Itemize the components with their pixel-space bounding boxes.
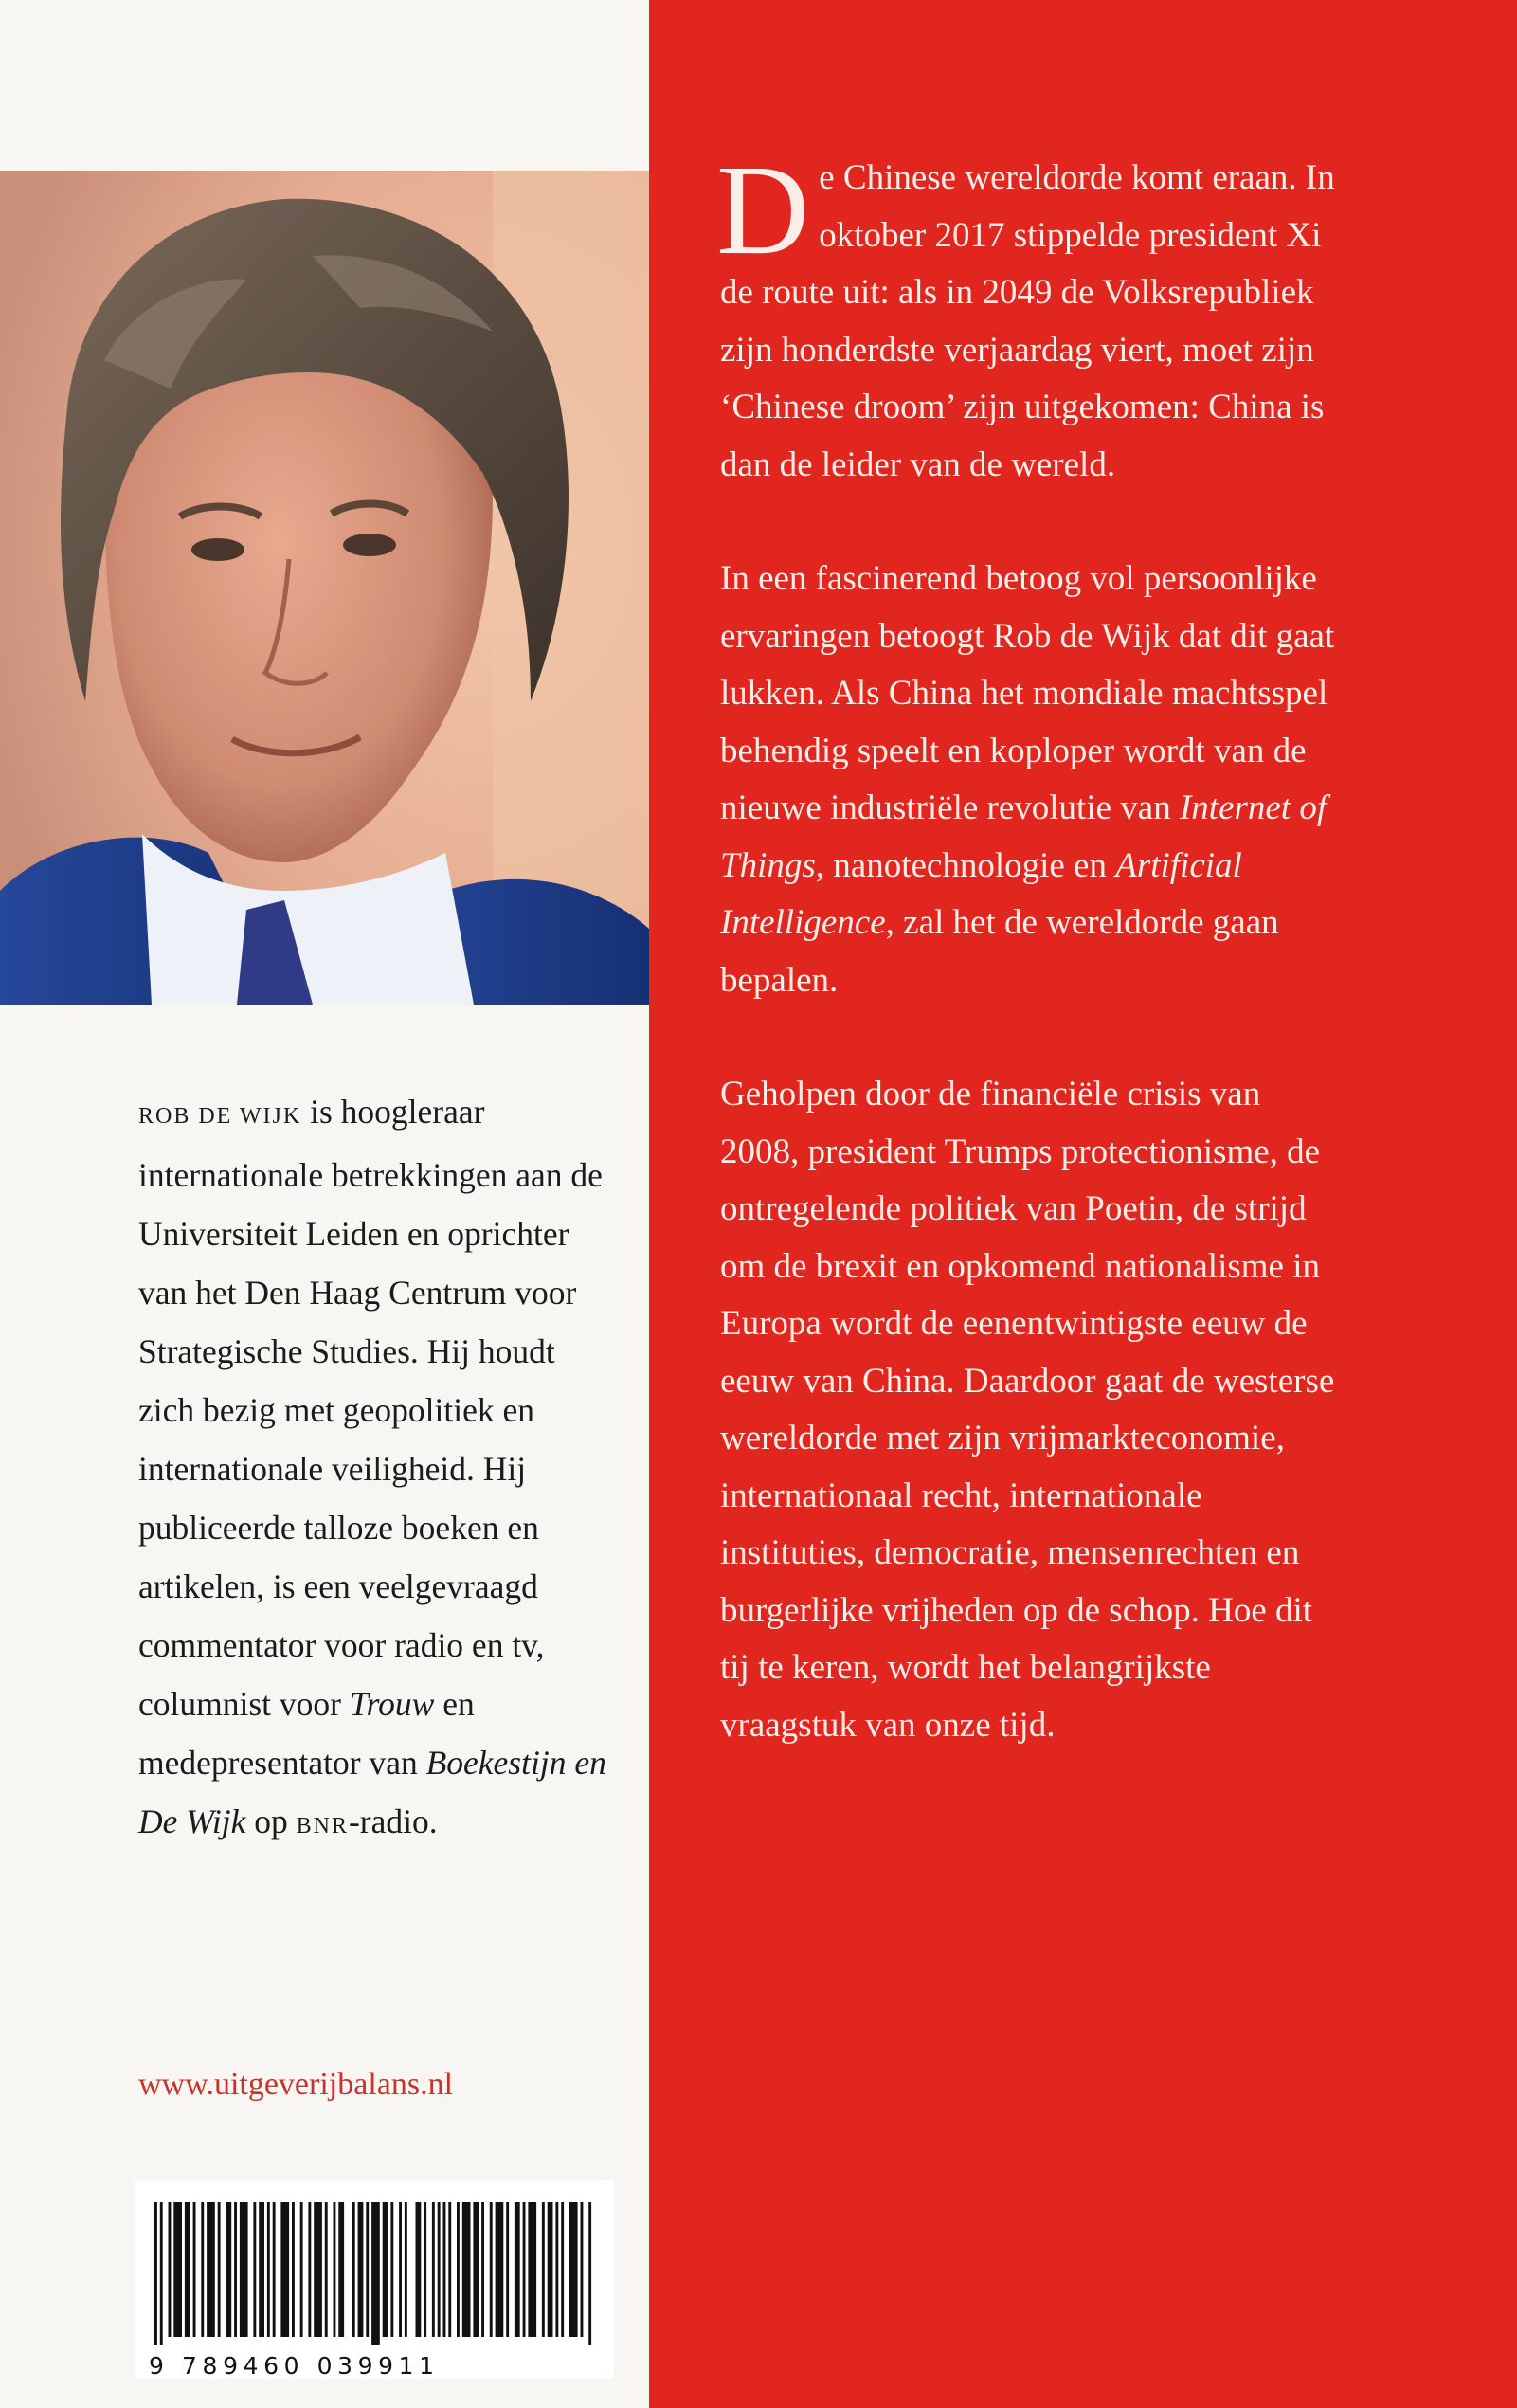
barcode-bar — [424, 2202, 426, 2337]
blurb-p1-text: e Chinese wereldorde komt eraan. In oktober 2017 stippelde president Xi de route uit: als in 2049 de Volksrepubliek zijn honderdste verjaardag viert, moet zijn ‘Chinese droom’ zijn uitgekomen: China is dan de leider van de wereld. — [720, 158, 1335, 484]
barcode-bar — [154, 2202, 157, 2345]
barcode-bar — [358, 2202, 364, 2337]
blurb-p2-em1: Internet of Things — [720, 788, 1327, 885]
barcode-bar — [405, 2202, 407, 2337]
barcode-bar — [473, 2202, 479, 2337]
barcode-bar — [432, 2202, 435, 2337]
bio-text-2: en medepresentator van — [138, 1685, 475, 1782]
barcode-bar — [383, 2202, 388, 2337]
bio-trouw: Trouw — [349, 1685, 435, 1723]
barcode-bar — [506, 2202, 509, 2337]
bio-text-1: is hoogleraar internationale betrekkingen aan de Universiteit Leiden en oprichter van het Den Haag Centrum voor Strategische Studies. Hij houdt zich bezig met geopolitiek en internationale veiligheid. Hij publiceerde talloze boeken en artikelen, is een veelgevraagd commentator voor radio en tv, columnist voor — [138, 1093, 603, 1723]
barcode-bar — [338, 2202, 344, 2337]
bio-bnr: BNR — [296, 1814, 349, 1838]
barcode-bar — [226, 2202, 231, 2337]
blurb-paragraph-3 — [720, 1066, 1345, 1754]
barcode-bar — [300, 2202, 303, 2337]
bio-show: Boekestijn en De Wijk — [138, 1744, 606, 1840]
barcode-bar — [273, 2202, 276, 2337]
blurb-p2-b: , nanotechnologie en — [815, 845, 1116, 885]
barcode-bar — [334, 2202, 336, 2337]
barcode-bar — [173, 2202, 182, 2337]
barcode-bar — [207, 2202, 215, 2337]
blurb-p2-a: In een fascinerend betoog vol persoonlijke ervaringen betoogt Rob de Wijk dat dit gaat lukken. Als China het mondiale machtsspel behendig speelt en koploper wordt van de nieuwe industriële revolutie van — [720, 559, 1335, 827]
barcode-bar — [457, 2202, 460, 2337]
author-name: ROB DE WIJK — [138, 1104, 302, 1129]
barcode-bar — [371, 2202, 380, 2345]
barcode-bar — [314, 2202, 322, 2337]
barcode-bar — [581, 2202, 584, 2337]
barcode-bar — [201, 2202, 204, 2337]
blurb-p2-c: , zal het de wereldorde gaan bepalen. — [720, 903, 1279, 1000]
author-portrait — [0, 171, 649, 1005]
blurb-p2-em2: Artificial Intelligence — [720, 845, 1242, 942]
barcode-bar — [253, 2202, 256, 2337]
barcode-bar — [352, 2202, 355, 2337]
barcode-bar — [240, 2202, 248, 2337]
author-bio — [138, 1082, 612, 1856]
barcode-bar — [443, 2202, 446, 2337]
barcode-bar — [160, 2202, 163, 2345]
blurb-paragraph-1 — [716, 139, 1345, 494]
barcode-bar — [569, 2202, 578, 2337]
barcode-bar — [259, 2202, 264, 2337]
barcode-bar — [234, 2202, 237, 2337]
blurb-p3-text: Geholpen door de financiële crisis van 2008, president Trumps protectionisme, de ontregelende politiek van Poetin, de strijd om de brexit en opkomend nationalisme in Europa wordt de eenentwintigste eeuw de eeuw van China. Daardoor gaat de westerse wereldorde met zijn vrijmarkteconomie, internationaal recht, internationale instituties, democratie, mensenrechten en burgerlijke vrijheden op de schop. Hoe dit tij te keren, wordt het belangrijkste vraagstuk van onze tijd. — [720, 1075, 1335, 1745]
barcode-bar — [193, 2202, 196, 2337]
barcode-bar — [588, 2202, 591, 2345]
left-panel — [0, 0, 649, 2408]
barcode-bar — [438, 2202, 441, 2337]
barcode-bar — [548, 2202, 553, 2337]
publisher-website-link[interactable]: www.uitgeverijbalans.nl — [138, 2067, 454, 2102]
barcode-bar — [528, 2202, 536, 2337]
barcode-bar — [542, 2202, 545, 2337]
barcode-bar — [490, 2202, 493, 2337]
barcode-bar — [267, 2202, 270, 2337]
barcode-bar — [481, 2202, 484, 2337]
barcode-bar — [462, 2202, 471, 2337]
barcode-bar — [169, 2202, 172, 2337]
bio-text-4: -radio. — [348, 1802, 438, 1840]
barcode-bar — [280, 2202, 289, 2337]
barcode-bar — [185, 2202, 190, 2337]
blurb-paragraph-2 — [720, 551, 1345, 1009]
barcode-icon — [154, 2202, 595, 2345]
barcode-bar — [561, 2202, 564, 2337]
barcode-bar — [325, 2202, 328, 2337]
barcode-bar — [390, 2202, 393, 2337]
barcode-bar — [292, 2202, 295, 2337]
blurb — [716, 139, 1345, 1811]
right-panel — [649, 0, 1517, 2408]
barcode-bar — [496, 2202, 504, 2337]
barcode — [135, 2180, 614, 2379]
barcode-bar — [399, 2202, 402, 2337]
barcode-bar — [218, 2202, 221, 2337]
barcode-bar — [366, 2202, 369, 2337]
barcode-bar — [515, 2202, 520, 2337]
barcode-bar — [523, 2202, 526, 2337]
barcode-bar — [555, 2202, 558, 2337]
barcode-bar — [448, 2202, 451, 2337]
drop-cap: D — [716, 139, 810, 281]
barcode-bar — [416, 2202, 422, 2337]
isbn-digits: 9 789460 039911 — [149, 2352, 440, 2380]
bio-text-3: op — [245, 1802, 297, 1840]
barcode-bar — [308, 2202, 311, 2337]
portrait-photo-icon — [0, 171, 649, 1005]
